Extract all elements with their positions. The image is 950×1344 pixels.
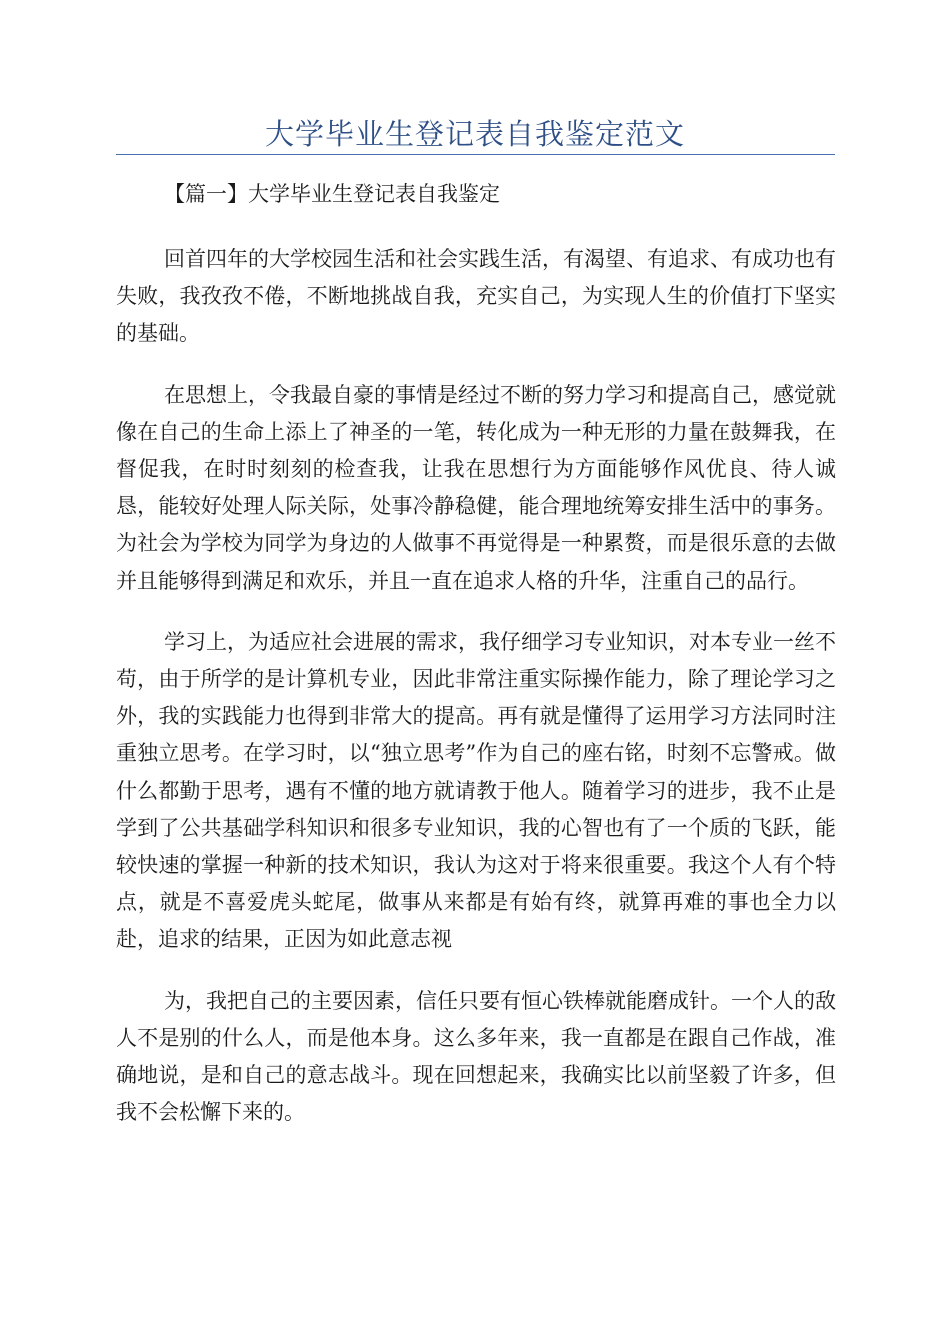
paragraph-4: 为，我把自己的主要因素，信任只要有恒心铁棒就能磨成针。一个人的敌人不是别的什么人，而是他本身。这么多年来，我一直都是在跟自己作战，准确地说，是和自己的意志战斗。现在回想起来，我确实比以前坚毅了许多，但我不会松懈下来的。 <box>116 988 836 1125</box>
paragraph-3: 学习上，为适应社会进展的需求，我仔细学习专业知识，对本专业一丝不苟，由于所学的是计算机专业，因此非常注重实际操作能力，除了理论学习之外，我的实践能力也得到非常大的提高。再有就是懂得了运用学习方法同时注重独立思考。在学习时，以“独立思考”作为自己的座右铭，时刻不忘警戒。做什么都勤于思考，遇有不懂的地方就请教于他人。随着学习的进步，我不止是学到了公共基础学科知识和很多专业知识，我的心智也有了一个质的飞跃，能较快速的掌握一种新的技术知识，我认为这对于将来很重要。我这个人有个特点，就是不喜爱虎头蛇尾，做事从来都是有始有终，就算再难的事也全力以赴，追求的结果，正因为如此意志视 <box>116 629 836 952</box>
document-body <box>116 176 836 1155</box>
paragraph-2: 在思想上，令我最自豪的事情是经过不断的努力学习和提高自己，感觉就像在自己的生命上添上了神圣的一笔，转化成为一种无形的力量在鼓舞我，在督促我，在时时刻刻的检查我，让我在思想行为方面能够作风优良、待人诚恳，能较好处理人际关际，处事冷静稳健，能合理地统筹安排生活中的事务。为社会为学校为同学为身边的人做事不再觉得是一种累赘，而是很乐意的去做并且能够得到满足和欢乐，并且一直在追求人格的升华，注重自己的品行。 <box>116 382 836 593</box>
title-underline <box>116 154 835 155</box>
document-title: 大学毕业生登记表自我鉴定范文 <box>264 117 685 151</box>
paragraph-1: 回首四年的大学校园生活和社会实践生活，有渴望、有追求、有成功也有失败，我孜孜不倦，不断地挑战自我，充实自己，为实现人生的价值打下坚实的基础。 <box>116 247 836 346</box>
section-heading: 【篇一】大学毕业生登记表自我鉴定 <box>164 182 500 206</box>
